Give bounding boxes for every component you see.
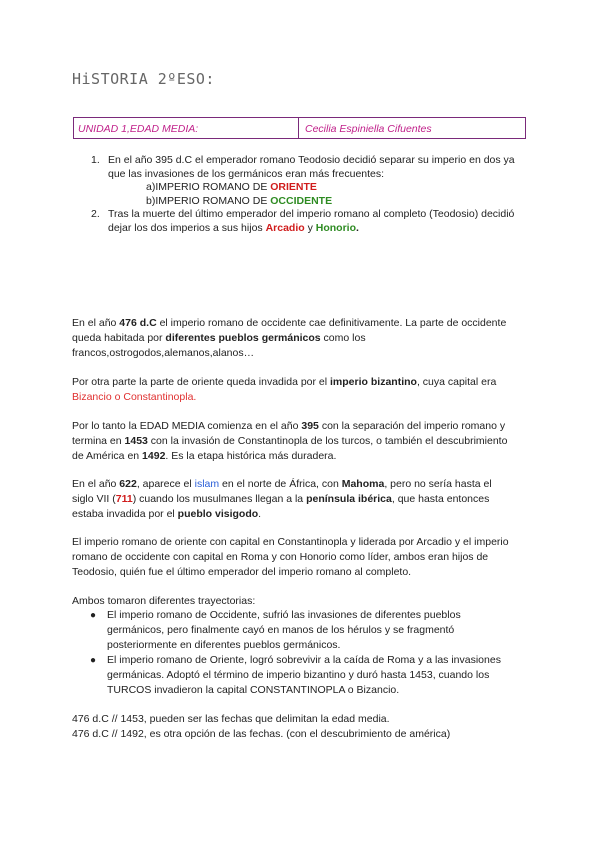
text: ) cuando los musulmanes llegan a la — [132, 493, 307, 505]
text: el imperio romano de occidente cae definitivamente. La parte de occidente queda habitada por — [72, 317, 507, 344]
text: , pero no sería hasta el siglo VII ( — [72, 478, 492, 505]
list-text: En el año 395 d.C el emperador romano Teodosio decidió separar su imperio en dos ya que las invasiones de los germánicos eran más frecuentes: — [108, 154, 515, 180]
paragraph-hijos: El imperio romano de oriente con capital en Constantinopla y liderada por Arcadio y el imperio romano de occidente con capital en Roma y con Honorio como líder, ambos eran hijos de Teodosio, quién fue el último emperador del imperio romano al completo. — [72, 536, 509, 578]
sub-item-prefix: b)IMPERIO ROMANO DE — [146, 194, 271, 207]
list-item — [0, 154, 528, 181]
text: con la separación del imperio romano y termina en — [72, 420, 506, 447]
islam-text: islam — [194, 478, 220, 490]
sub-item-occidente — [0, 195, 528, 209]
text: en el norte de África, con — [219, 478, 342, 490]
sub-item-prefix: a)IMPERIO ROMANO DE — [146, 181, 271, 193]
list-number: 2. — [91, 208, 100, 220]
list-item — [0, 653, 517, 698]
document-title: HiSTORIA 2ºESO: — [72, 70, 215, 88]
oriente-word: ORIENTE — [270, 181, 317, 193]
honorio-word: Honorio — [315, 221, 357, 234]
occidente-word: OCCIDENTE — [270, 194, 333, 207]
paragraph-476 — [72, 316, 512, 361]
paragraph-trayectorias: Ambos tomaron diferentes trayectorias: — [72, 595, 256, 607]
bullet-icon: ● — [90, 655, 97, 666]
paragraph-edad-media — [72, 419, 512, 464]
text: , que hasta entonces estaba invadida por el — [72, 493, 490, 520]
list-text: Tras la muerte del último emperador del imperio romano al completo (Teodosio) decidió dejar los dos imperios a sus hijos — [108, 208, 515, 234]
text: En el año — [72, 317, 120, 329]
list-item — [0, 208, 528, 235]
bold-text: 622 — [119, 478, 137, 490]
sub-item-oriente — [0, 181, 528, 195]
bold-text: 395 — [301, 420, 319, 432]
text: . — [258, 508, 262, 520]
bold-text: pueblo visigodo — [177, 508, 259, 520]
text: , cuya capital era — [416, 376, 497, 388]
bold-text: Mahoma — [341, 478, 385, 490]
paragraph-islam — [72, 477, 512, 522]
and-word: y — [304, 221, 316, 234]
bold-text: península ibérica — [306, 493, 392, 505]
list-item — [0, 608, 517, 653]
bullet-list — [0, 608, 517, 698]
bullet-text: El imperio romano de Oriente, logró sobrevivir a la caída de Roma y a las invasiones germánicas. Adoptó el término de imperio bizantino y duró hasta 1453, cuando los TURCOS invadieron la capital CONSTANTINOPLA o Bizancio. — [107, 654, 501, 696]
period: . — [356, 221, 359, 234]
numbered-list — [0, 154, 528, 235]
bold-text: 1453 — [124, 435, 148, 447]
paragraph-bizantino — [72, 375, 512, 405]
dates-line-2: 476 d.C // 1492, es otra opción de las fechas. (con el descubrimiento de américa) — [72, 728, 451, 740]
bold-text: diferentes pueblos germánicos — [165, 332, 321, 344]
text: En el año — [72, 478, 120, 490]
text: como los francos,ostrogodos,alemanos,alanos… — [72, 332, 366, 359]
text: Por otra parte la parte de oriente queda invadida por el — [72, 376, 331, 388]
bullet-icon: ● — [90, 610, 97, 621]
header-table — [73, 117, 526, 139]
bold-text: imperio bizantino — [330, 376, 417, 388]
text: con la invasión de Constantinopla de los turcos, o también el descubrimiento de América en — [72, 435, 508, 462]
year-711: 711 — [115, 493, 133, 505]
text: . Es la etapa histórica más duradera. — [165, 450, 337, 462]
bullet-text: El imperio romano de Occidente, sufrió las invasiones de diferentes pueblos germánicos, pero finalmente cayó en manos de los hérulos y se fragmentó posteriormente en diferentes pueblos germánicos. — [107, 609, 461, 651]
list-number: 1. — [91, 154, 100, 166]
author-cell: Cecilia Espiniella Cifuentes — [305, 123, 432, 135]
unit-cell: UNIDAD 1,EDAD MEDIA: — [74, 118, 299, 138]
arcadio-word: Arcadio — [265, 221, 305, 234]
text: Por lo tanto la EDAD MEDIA comienza en el año — [72, 420, 302, 432]
bold-text: 1492 — [142, 450, 166, 462]
text: , aparece el — [136, 478, 195, 490]
capital-text: Bizancio o Constantinopla. — [72, 391, 197, 403]
dates-line-1: 476 d.C // 1453, pueden ser las fechas que delimitan la edad media. — [72, 713, 390, 725]
bold-text: 476 d.C — [119, 317, 157, 329]
